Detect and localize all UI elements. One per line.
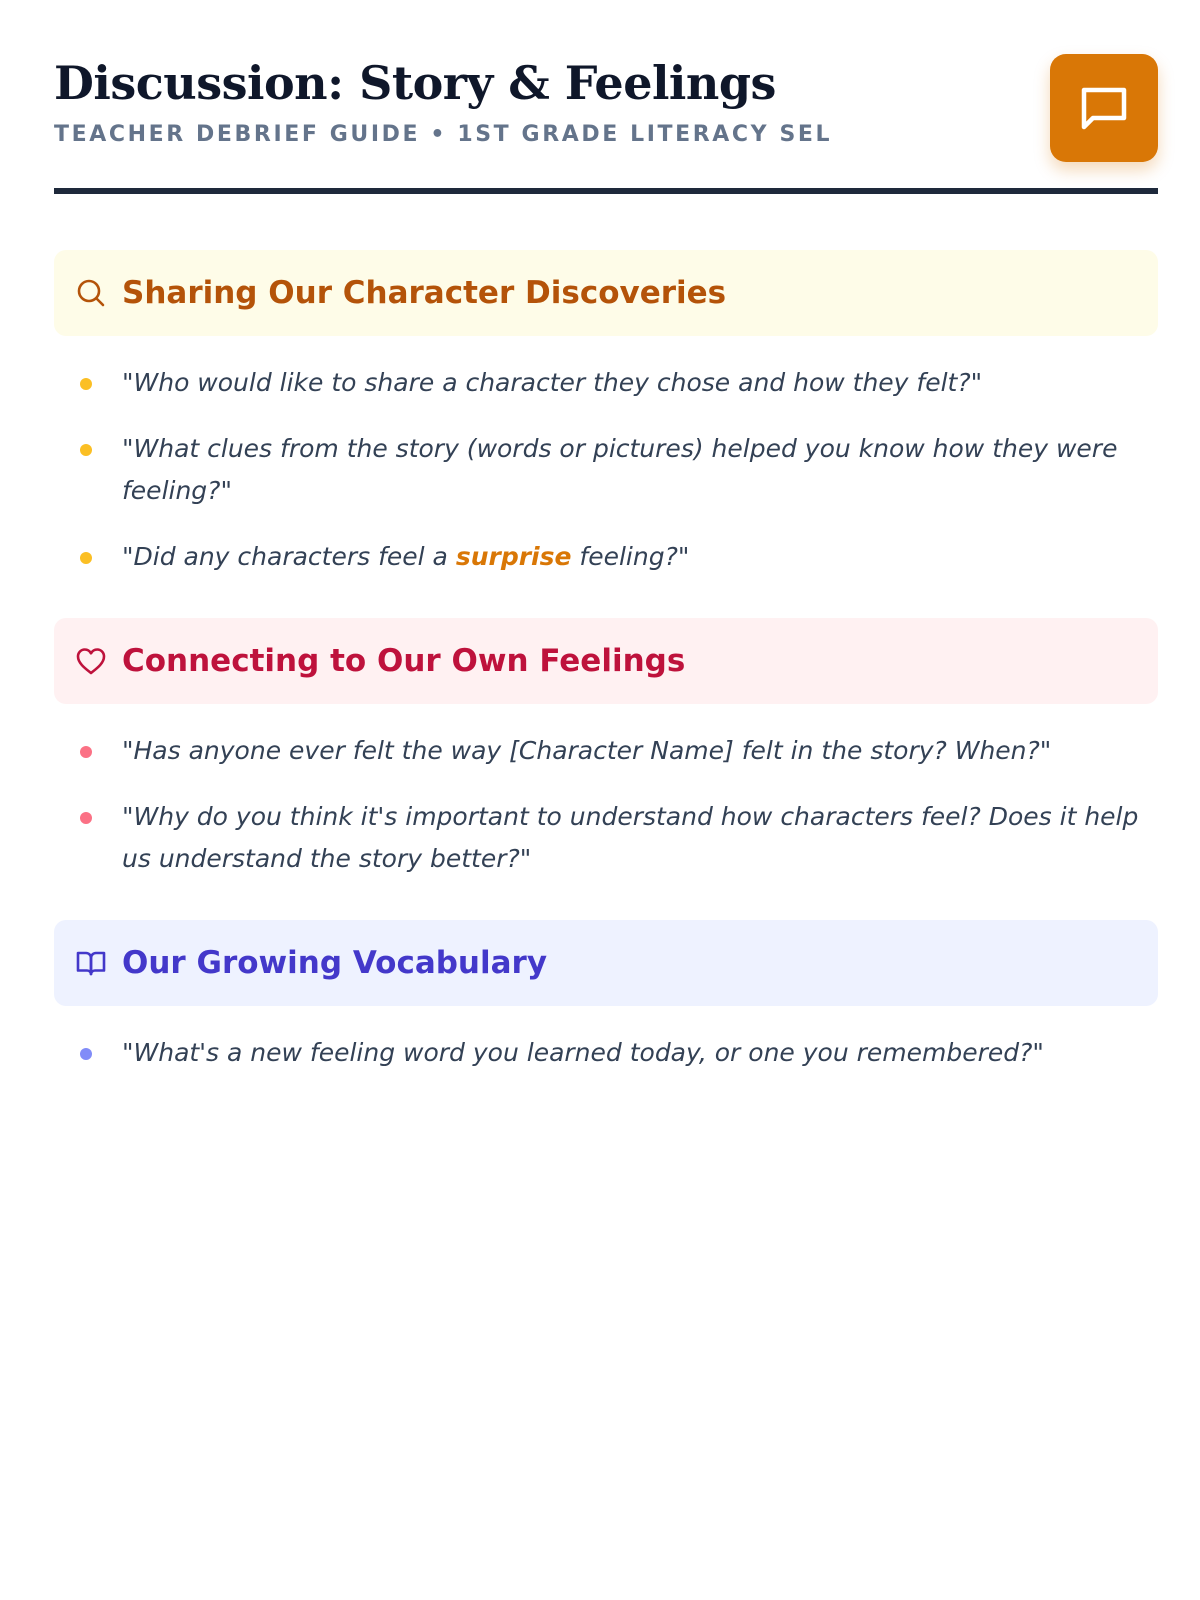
page-header xyxy=(54,0,1158,194)
section-title: Sharing Our Character Discoveries xyxy=(122,275,727,311)
question-list xyxy=(54,336,1158,578)
bullet-dot xyxy=(80,444,92,456)
page-title: Discussion: Story & Feelings xyxy=(54,56,776,110)
section-header xyxy=(54,618,1158,704)
section-title: Our Growing Vocabulary xyxy=(122,945,548,981)
section-character-discoveries xyxy=(54,250,1158,578)
bullet-dot xyxy=(80,378,92,390)
question-list xyxy=(54,704,1158,880)
question-list xyxy=(54,1006,1158,1074)
list-item xyxy=(54,1032,1158,1074)
section-header xyxy=(54,250,1158,336)
book-open-icon xyxy=(74,946,108,980)
question-text: "What's a new feeling word you learned today, or one you remembered?" xyxy=(122,1038,1044,1067)
list-item xyxy=(54,362,1158,404)
section-vocabulary xyxy=(54,920,1158,1074)
list-item xyxy=(54,536,1158,578)
section-own-feelings xyxy=(54,618,1158,880)
question-text: "Has anyone ever felt the way [Character Name] felt in the story? When?" xyxy=(122,736,1052,765)
bullet-dot xyxy=(80,1048,92,1060)
search-icon xyxy=(74,276,108,310)
bullet-dot xyxy=(80,552,92,564)
header-divider xyxy=(54,188,1158,194)
chat-bubble-icon xyxy=(1050,54,1158,162)
section-header xyxy=(54,920,1158,1006)
question-text: "Who would like to share a character they chose and how they felt?" xyxy=(122,368,983,397)
question-text-after: feeling?" xyxy=(571,542,690,571)
question-text-before: "Did any characters feel a xyxy=(122,542,456,571)
list-item xyxy=(54,796,1158,880)
list-item xyxy=(54,428,1158,512)
section-title: Connecting to Our Own Feelings xyxy=(122,643,686,679)
heart-icon xyxy=(74,644,108,678)
debrief-guide xyxy=(54,0,1158,1074)
bullet-dot xyxy=(80,746,92,758)
question-text: "Why do you think it's important to understand how characters feel? Does it help us understand the story better?" xyxy=(122,802,1139,873)
question-text: "What clues from the story (words or pictures) helped you know how they were feeling?" xyxy=(122,434,1118,505)
highlight-word: surprise xyxy=(455,542,572,571)
page-subtitle: TEACHER DEBRIEF GUIDE • 1ST GRADE LITERACY SEL xyxy=(54,122,833,147)
bullet-dot xyxy=(80,812,92,824)
list-item xyxy=(54,730,1158,772)
